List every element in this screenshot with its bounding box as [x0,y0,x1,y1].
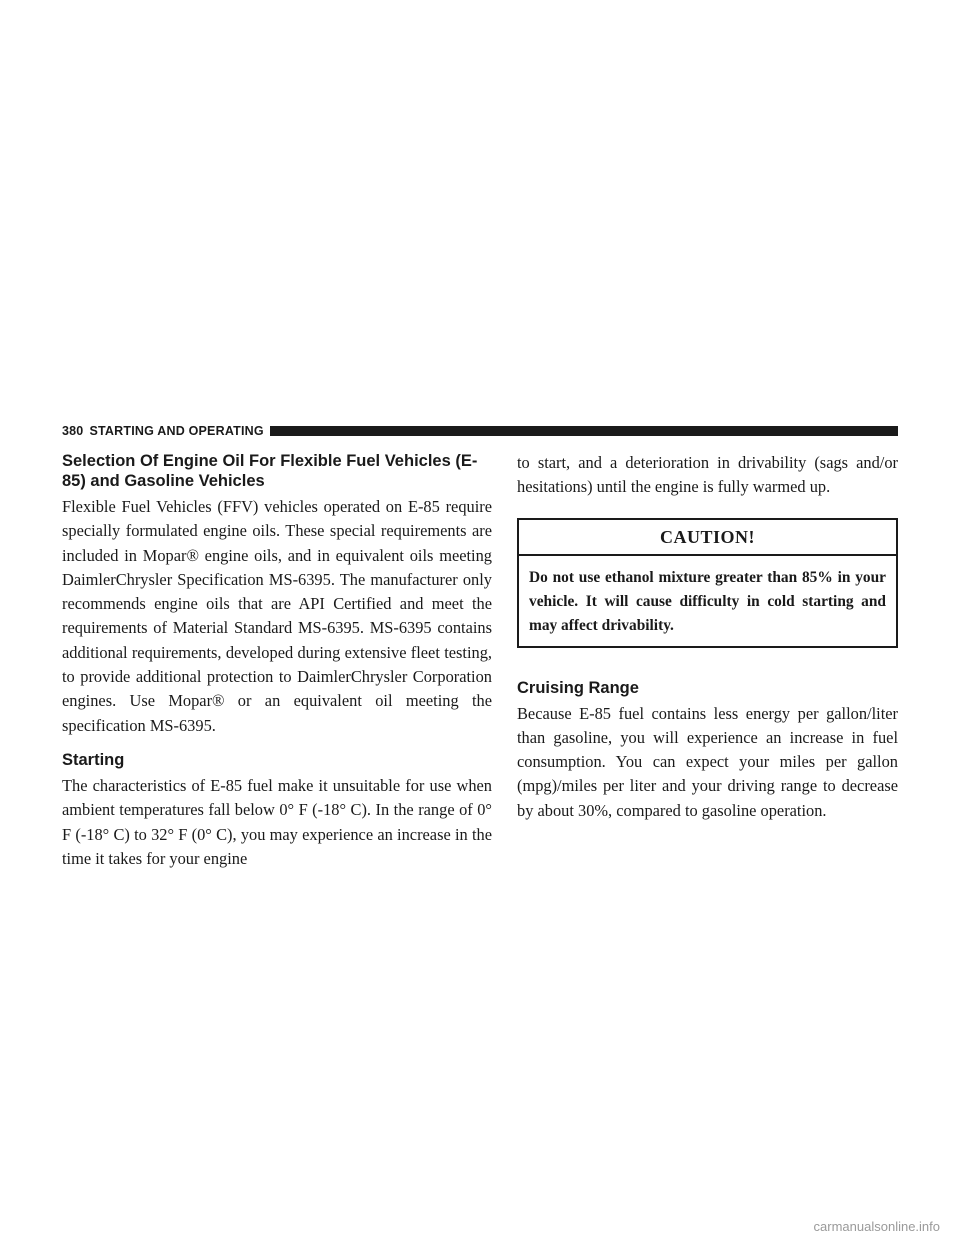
watermark-logo: carmanualsonline.info [813,1219,940,1234]
page-header [62,423,898,439]
caution-text: Do not use ethanol mixture greater than 85% in your vehicle. It will cause difficulty in cold starting and may affect drivability. [529,568,886,634]
paragraph-engine-oil: Flexible Fuel Vehicles (FFV) vehicles operated on E-85 require specially formulated engine oils. These special requirements are included in Mopar® engine oils, and in equivalent oils meeting DaimlerChrysler Specification MS-6395. The manufacturer only recommends engine oils that are API Certified and meet the requirements of Material Standard MS-6395. MS-6395 contains additional requirements, developed during extensive fleet testing, to provide additional protection to DaimlerChrysler Corporation engines. Use Mopar® or an equivalent oil meeting the specification MS-6395. [62,497,492,735]
right-column [517,451,898,823]
paragraph-cruising-range: Because E-85 fuel contains less energy per gallon/liter than gasoline, you will experience an increase in fuel consumption. You can expect your miles per gallon (mpg)/miles per liter and your driving range to decrease by about 30%, compared to gasoline operation. [517,703,898,820]
heading-engine-oil: Selection Of Engine Oil For Flexible Fuel Vehicles (E-85) and Gasoline Vehicles [62,452,478,490]
paragraph-starting: The characteristics of E-85 fuel make it unsuitable for use when ambient temperatures fall below 0° F (-18° C). In the range of 0° F (-18° C) to 32° F (0° C), you may experience an increase in the time it takes for your engine [62,775,492,868]
heading-cruising-range: Cruising Range [517,678,639,697]
paragraph-starting-continued: to start, and a deterioration in drivability (sags and/or hesitations) until the engine is fully warmed up. [517,453,898,497]
heading-starting: Starting [62,750,125,769]
left-column [62,451,492,871]
page-number: 380 [62,424,84,438]
section-title: STARTING AND OPERATING [89,424,264,438]
caution-title: CAUTION! [519,520,896,556]
header-rule [270,426,898,436]
caution-box [517,518,898,648]
